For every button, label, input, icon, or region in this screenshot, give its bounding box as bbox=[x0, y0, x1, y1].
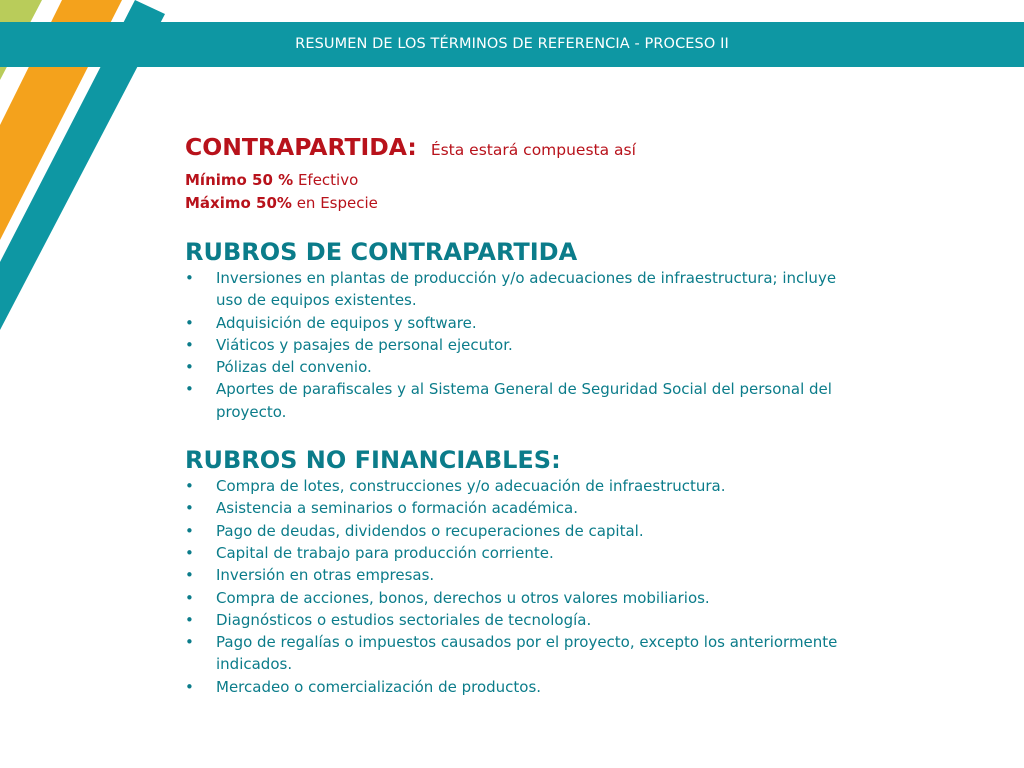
list-item bbox=[185, 497, 855, 519]
bullet-dot: • bbox=[185, 633, 194, 652]
bullet-dot: • bbox=[185, 358, 194, 377]
list-item-text: Capital de trabajo para producción corriente. bbox=[216, 543, 554, 562]
list-item bbox=[185, 542, 855, 564]
rubros-no-financiables-list bbox=[185, 475, 855, 698]
bullet-dot: • bbox=[185, 335, 194, 354]
bullet-dot: • bbox=[185, 380, 194, 399]
list-item bbox=[185, 587, 855, 609]
list-item bbox=[185, 334, 855, 356]
rubros-no-financiables-heading: RUBROS NO FINANCIABLES: bbox=[185, 446, 561, 475]
list-item-text: Inversión en otras empresas. bbox=[216, 566, 435, 585]
list-item-text: Pólizas del convenio. bbox=[216, 358, 372, 377]
contrapartida-heading: CONTRAPARTIDA: bbox=[185, 133, 417, 161]
list-item bbox=[185, 356, 855, 378]
bullet-dot: • bbox=[185, 477, 194, 496]
list-item bbox=[185, 312, 855, 334]
list-item bbox=[185, 676, 855, 698]
list-item-text: Pago de deudas, dividendos o recuperaciones de capital. bbox=[216, 521, 644, 540]
bullet-dot: • bbox=[185, 313, 194, 332]
bullet-dot: • bbox=[185, 677, 194, 696]
list-item-text: Viáticos y pasajes de personal ejecutor. bbox=[216, 335, 513, 354]
list-item-text: Inversiones en plantas de producción y/o adecuaciones de infraestructura; incluye uso de equipos existentes. bbox=[216, 269, 837, 310]
minimo-value: Efectivo bbox=[293, 171, 359, 189]
list-item-text: Adquisición de equipos y software. bbox=[216, 313, 477, 332]
slide-title: RESUMEN DE LOS TÉRMINOS DE REFERENCIA - PROCESO II bbox=[295, 36, 729, 52]
list-item-text: Diagnósticos o estudios sectoriales de tecnología. bbox=[216, 610, 592, 629]
bullet-dot: • bbox=[185, 566, 194, 585]
contrapartida-heading-line bbox=[185, 128, 855, 169]
bullet-dot: • bbox=[185, 499, 194, 518]
list-item-text: Pago de regalías o impuestos causados por el proyecto, excepto los anteriormente indicados. bbox=[216, 633, 838, 674]
rubros-contrapartida-list bbox=[185, 267, 855, 423]
maximo-label: Máximo 50% bbox=[185, 194, 292, 212]
list-item-text: Compra de acciones, bonos, derechos u otros valores mobiliarios. bbox=[216, 588, 710, 607]
maximo-line bbox=[185, 192, 855, 215]
slide-content bbox=[185, 128, 855, 698]
bullet-dot: • bbox=[185, 521, 194, 540]
minimo-line bbox=[185, 169, 855, 192]
list-item-text: Aportes de parafiscales y al Sistema General de Seguridad Social del personal del proyecto. bbox=[216, 380, 832, 421]
list-item bbox=[185, 564, 855, 586]
list-item-text: Asistencia a seminarios o formación académica. bbox=[216, 499, 578, 518]
bullet-dot: • bbox=[185, 588, 194, 607]
list-item bbox=[185, 609, 855, 631]
list-item-text: Compra de lotes, construcciones y/o adecuación de infraestructura. bbox=[216, 477, 726, 496]
bullet-dot: • bbox=[185, 543, 194, 562]
rubros-contrapartida-heading: RUBROS DE CONTRAPARTIDA bbox=[185, 238, 578, 266]
contrapartida-subheading: Ésta estará compuesta así bbox=[430, 141, 636, 159]
bullet-dot: • bbox=[185, 610, 194, 629]
list-item bbox=[185, 631, 855, 676]
bullet-dot: • bbox=[185, 269, 194, 287]
list-item bbox=[185, 520, 855, 542]
list-item bbox=[185, 378, 855, 423]
list-item-text: Mercadeo o comercialización de productos. bbox=[216, 677, 542, 696]
list-item bbox=[185, 475, 855, 497]
minimo-label: Mínimo 50 % bbox=[185, 171, 294, 189]
maximo-value: en Especie bbox=[291, 194, 378, 212]
list-item bbox=[185, 267, 855, 312]
